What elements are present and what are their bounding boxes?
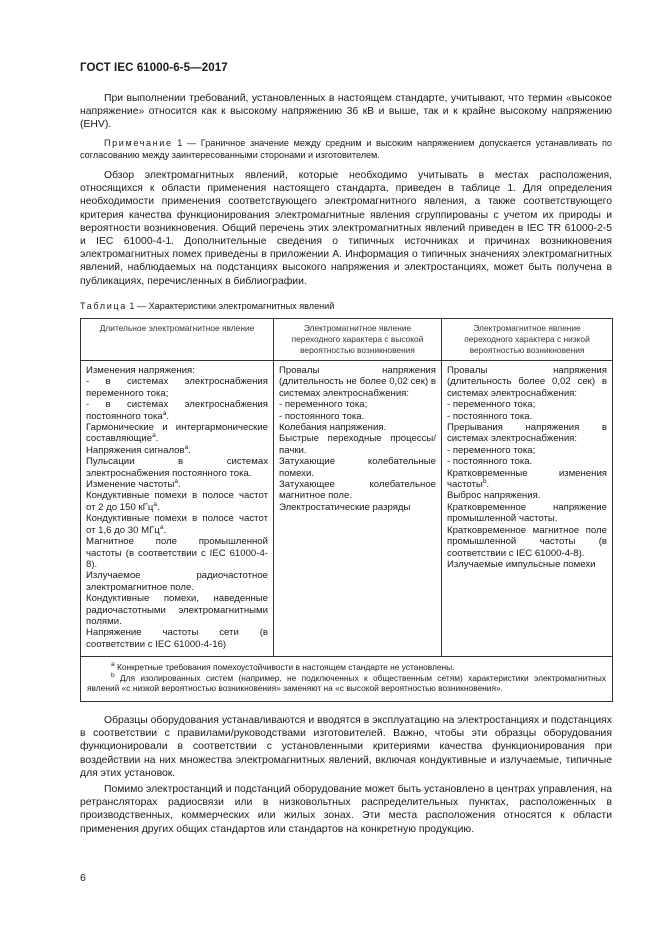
list-item: Излучаемое радиочастотное электромагнитное поле.	[86, 570, 268, 593]
list-item: Изменения напряжения:	[86, 365, 195, 376]
list-item: Провалы напряжения (длительность не более 0,02 сек) в системах электроснабжения:	[279, 365, 436, 399]
phenomena-table	[80, 318, 613, 702]
table-footnotes	[81, 657, 613, 702]
column-continuous	[81, 361, 274, 657]
list-item: Напряжение частоты сети (в соответствии с IEC 61000-4-16)	[86, 627, 268, 650]
list-item: Изменение частоты$^a$.	[86, 477, 181, 491]
note-text: 1 — Граничное значение между средним и высоким напряжением допускается устанавливать по согласованию между заинтересованными сторонами и изготовителем.	[80, 138, 612, 160]
list-item: Кратковременное напряжение промышленной частоты.	[447, 501, 607, 525]
list-item: Колебания напряжения.	[279, 422, 387, 434]
table-footnote-row	[81, 657, 613, 702]
list-item: - в системах электроснабжения постоянного тока$^a$.	[86, 399, 268, 422]
list-item: - постоянного тока.	[447, 410, 533, 422]
paragraph-text: При выполнении требований, установленных в настоящем стандарте, учитывают, что термин «высокое напряжение» относится как к высокому напряжению 36 кВ и выше, так и к крайне высокому напряжению (EHV).	[80, 93, 612, 131]
list-item: Кондуктивные помехи, наведенные радиочастотными электромагнитными полями.	[86, 593, 268, 627]
list-item: Электростатические разряды	[279, 501, 411, 513]
list-item: - постоянного тока.	[447, 456, 533, 468]
header-transient-high: Электромагнитное явление переходного характера с высокой вероятностью возникновения	[274, 319, 442, 361]
paragraph-text: Образцы оборудования устанавливаются и вводятся в эксплуатацию на электростанциях и подстанциях в соответствии с правилами/руководствами изготовителей. Важно, чтобы эти образцы оборудования функционировали в соответствии с установленными критериями качества функционирования при воздействии на них множества электромагнитных явлений, включая кондуктивные и излучаемые, типичные для этих установок.	[80, 715, 612, 779]
paragraph-text: Помимо электростанций и подстанций оборудование может быть установлено в центрах управления, на ретрансляторах радиосвязи или в низковольтных распределительных пунктах, расположенных в производственных, коммерческих или жилых зонах. Эти места расположения относятся к области применения других общих стандартов или стандартов на конкретную продукцию.	[80, 784, 612, 835]
paragraph-text: Обзор электромагнитных явлений, которые необходимо учитывать в местах расположения, относящихся к области применения настоящего стандарта, приведен в таблице 1. Для определения необходимости применения соответствующего электромагнитного явления, а также соответствующего критерия качества функционирования электромагнитные явления сгруппированы с учетом их природы и вероятности возникновения. Общий перечень этих электромагнитных явлений приведен в IEC TR 61000-2-5 и IEC 61000-4-1. Дополнительные сведения о типичных источниках и причинах возникновения электромагнитных помех приведены в приложении А. Информация о типичных значениях электромагнитных явлений, наблюдаемых на подстанциях высокого напряжения и электростанциях, может быть получена в публикациях, перечисленных в библиографии.	[80, 170, 612, 287]
paragraph-high-voltage	[80, 92, 612, 132]
list-item: Выброс напряжения.	[447, 490, 541, 502]
list-item: Прерывания напряжения в системах электроснабжения:	[447, 422, 607, 445]
footnote-b: $^b$ Для изолированных систем (например, не подключенных к общественным сетям) характеристики электромагнитных явлений «с низкой вероятностью возникновения» заменяют на «с высокой вероятностью возникновения».	[87, 671, 606, 694]
paragraph-installation	[80, 714, 612, 780]
list-item: Излучаемые импульсные помехи	[447, 558, 596, 570]
table-header-row	[81, 319, 613, 361]
paragraph-overview	[80, 169, 612, 288]
list-item: Гармонические и интергармонические составляющие$^a$.	[86, 422, 268, 445]
list-item: Кондуктивные помехи в полосе частот от 2 до 150 кГц$^a$.	[86, 490, 268, 513]
list-item: - в системах электроснабжения переменного тока;	[86, 376, 268, 399]
list-item: - постоянного тока.	[279, 410, 365, 422]
note-label: Примечание	[104, 138, 173, 148]
list-item: - переменного тока;	[447, 399, 536, 411]
list-item: Затухающие колебательные помехи.	[279, 456, 436, 479]
list-item: - переменного тока;	[447, 444, 536, 456]
header-transient-low: Электромагнитное явление переходного характера с низкой вероятностью возникновения	[442, 319, 613, 361]
list-item: Быстрые переходные процессы/пачки.	[279, 433, 436, 456]
list-item: Кратковременные изменения частоты$^b$.	[447, 467, 607, 491]
table-caption-label: Таблица	[80, 301, 127, 311]
list-item: Провалы напряжения (длительность более 0,02 сек) в системах электроснабжения:	[447, 365, 607, 399]
table-caption-text: 1 — Характеристики электромагнитных явлений	[126, 301, 335, 311]
footnote-a: $^a$ Конкретные требования помехоустойчивости в настоящем стандарте не установлены.	[111, 661, 455, 673]
document-header: ГОСТ IEC 61000-6-5—2017	[80, 62, 228, 74]
list-item: Напряжения сигналов$^a$.	[86, 443, 191, 456]
list-item: Пульсации в системах электроснабжения постоянного тока.	[86, 456, 268, 479]
page-number: 6	[80, 872, 86, 884]
list-item: - переменного тока;	[279, 399, 368, 411]
list-item: Затухающее колебательное магнитное поле.	[279, 479, 436, 502]
table-caption	[80, 301, 334, 311]
list-item: Магнитное поле промышленной частоты (в соответствии с IEC 61000-4-8).	[86, 536, 268, 570]
column-transient-high	[274, 361, 442, 657]
list-item: Кратковременное магнитное поле промышленной частоты (в соответствии с IEC 61000-4-8).	[447, 524, 607, 559]
table-body-row	[81, 361, 613, 657]
header-continuous: Длительное электромагнитное явление	[81, 319, 274, 361]
list-item: Кондуктивные помехи в полосе частот от 1,6 до 30 МГц$^a$.	[86, 513, 268, 536]
column-transient-low	[442, 361, 613, 657]
note-1	[80, 138, 612, 161]
paragraph-other-locations	[80, 783, 612, 836]
